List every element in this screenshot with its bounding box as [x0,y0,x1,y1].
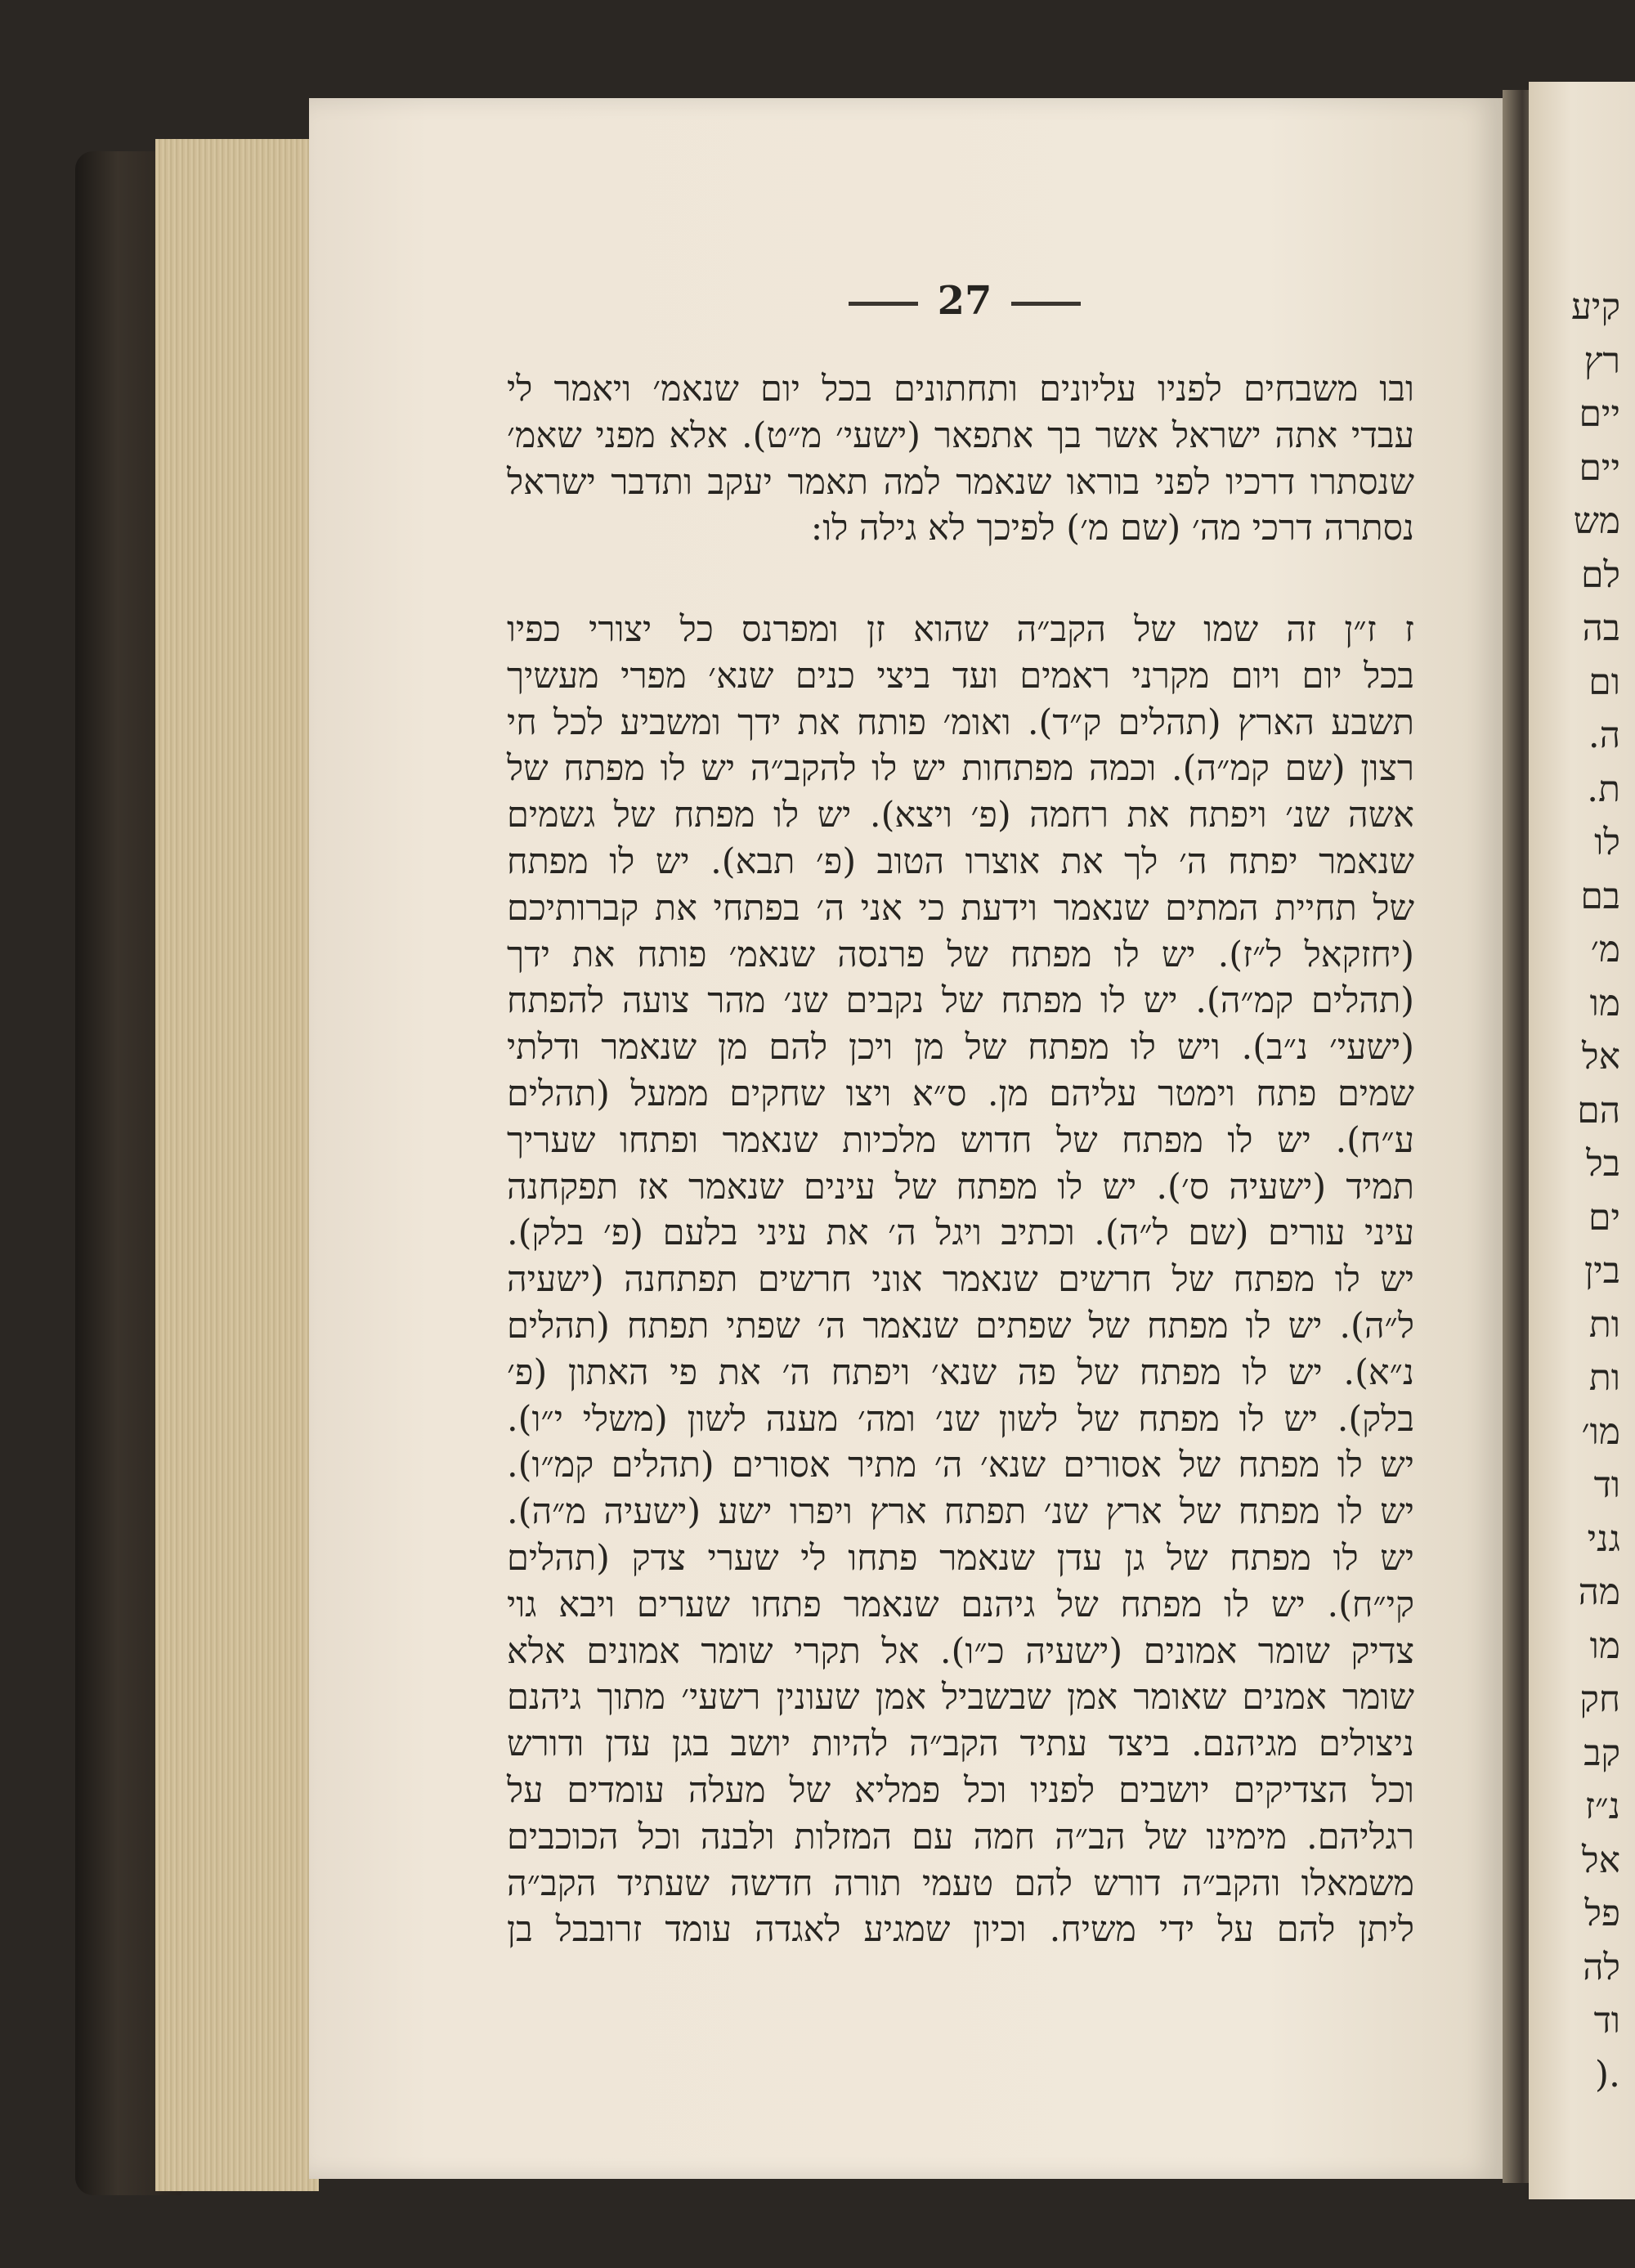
text-line: ע״ח). יש לו מפתח של חדוש מלכיות שנאמר ופתחו שעריך [507,1119,1414,1161]
facing-page-fragment: מ׳ [1590,929,1620,970]
facing-page-fragment: אל [1582,1839,1620,1881]
facing-page-fragment: קיע [1571,286,1620,328]
facing-page-fragment: וד [1593,2000,1620,2042]
text-line: רצון (שם קמ״ה). וכמה מפתחות יש לו להקב״ה יש לו מפתח של [507,748,1414,790]
facing-page-fragment: קב [1583,1732,1620,1774]
facing-page-fragment: בין [1584,1250,1620,1292]
text-line: של תחיית המתים שנאמר וידעת כי אני ה׳ בפתחי את קברותיכם [507,887,1414,929]
text-line: ז ז״ן זה שמו של הקב״ה שהוא זן ומפרנס כל יצורי כפיו [507,609,1414,650]
text-line: נסתרה דרכי מה׳ (שם מ׳) לפיכך לא גילה לו: [810,508,1414,549]
facing-page-fragment: בה [1582,607,1620,649]
text-line: אשה שנ׳ ויפתח את רחמה (פ׳ ויצא). יש לו מפתח של גשמים [507,795,1414,836]
text-line: שומר אמנים שאומר אמן שבשביל אמן שעונין רשעי׳ מתוך גיהנם [507,1677,1414,1719]
text-line: תמיד (ישעיה ס׳). יש לו מפתח של עינים שנאמר אז תפקחנה [507,1166,1414,1208]
text-line: (יחזקאל ל״ז). יש לו מפתח של פרנסה שנאמ׳ פותח את ידך [507,934,1414,975]
text-line: עבדי אתה ישראל אשר בך אתפאר (ישעי׳ מ״ט). אלא מפני שאמ׳ [507,415,1414,456]
facing-page-fragment: בל [1586,1143,1620,1185]
text-line: שמים פתח וימטר עליהם מן. ס״א ויצו שחקים ממעל (תהלים [507,1073,1414,1114]
text-line: קי״ח). יש לו מפתח של גיהנם שנאמר פתחו שערים ויבא גוי [507,1584,1414,1625]
facing-page-fragment: מו [1589,1625,1620,1667]
text-line: (תהלים קמ״ה). יש לו מפתח של נקבים שנ׳ מהר צועה להפתח [507,980,1414,1022]
text-line: בלק). יש לו מפתח של לשון שנ׳ ומה׳ מענה לשון (משלי י״ו). [507,1398,1414,1440]
text-line: וכל הצדיקים יושבים לפניו וכל פמליא של מעלה עומדים על [507,1769,1414,1811]
facing-page-fragment: מה [1578,1571,1620,1613]
text-line: רגליהם. מימינו של הב״ה חמה עם המזלות ולבנה וכל הכוכבים [507,1816,1414,1858]
facing-page-fragment: לה [1583,1946,1620,1988]
facing-page-fragment: מו׳ [1581,1410,1620,1453]
text-line: יש לו מפתח של גן עדן שנאמר פתחו לי שערי צדק (תהלים [507,1537,1414,1579]
facing-page-fragment: ת. [1587,768,1620,810]
paragraph-1 [507,366,1414,552]
text-line: צדיק שומר אמונים (ישעיה כ״ו). אל תקרי שומר אמונים אלא [507,1630,1414,1672]
page-header [818,278,1112,324]
page-edges [155,139,319,2191]
facing-page-fragment: חק [1579,1679,1620,1720]
facing-page-fragment: נ״ז [1584,1786,1620,1827]
header-rule-right [1011,302,1081,306]
paragraph-2 [507,607,1414,1953]
text-line: שנסתרו דרכיו לפני בוראו שנאמר למה תאמר יעקב ותדבר ישראל [507,461,1414,503]
facing-page-fragment: רץ [1583,339,1620,382]
facing-page-fragment: יים [1579,393,1620,435]
text-line: ליתן להם על ידי משיח. וכיון שמגיע לאגדה עומד זרובבל בן [507,1909,1414,1951]
facing-page-fragment: הם [1577,1089,1620,1132]
facing-page-fragment: וד [1593,1464,1620,1506]
facing-page [1529,82,1635,2199]
text-line: יש לו מפתח של אסורים שנא׳ ה׳ מתיר אסורים (תהלים קמ״ו). [507,1445,1414,1486]
facing-page-fragment: ות [1588,1357,1620,1399]
text-line: בכל יום ויום מקרני ראמים ועד ביצי כנים שנא׳ מפרי מעשיך [507,655,1414,697]
facing-page-fragment: ום [1588,661,1620,703]
facing-page-fragment: ים [1588,1196,1620,1239]
facing-page-fragment: גני [1587,1517,1620,1560]
facing-page-fragment: יים [1579,446,1620,489]
facing-page-fragment: מש [1573,500,1620,542]
facing-page-fragment: מו [1589,982,1620,1024]
facing-page-fragment: בם [1580,875,1620,917]
text-line: תשבע הארץ (תהלים ק״ד). ואומ׳ פותח את ידך ומשביע לכל חי [507,701,1414,743]
facing-page-fragment: פל [1584,1893,1620,1934]
facing-page-fragment: לו [1594,822,1620,863]
text-line: (ישעי׳ נ״ב). ויש לו מפתח של מן ויכן להם מן שנאמר ודלתי [507,1027,1414,1069]
text-line: ניצולים מגיהנם. ביצד עתיד הקב״ה להיות יושב בגן עדן ודורש [507,1723,1414,1765]
text-line: משמאלו והקב״ה דורש להם טעמי תורה חדשה שעתיד הקב״ה [507,1862,1414,1904]
facing-page-fragment: .( [1594,2053,1620,2095]
facing-page-fragment: אל [1582,1036,1620,1078]
page-number: 27 [937,278,992,324]
text-line: ל״ה). יש לו מפתח של שפתים שנאמר ה׳ שפתי תפתח (תהלים [507,1305,1414,1347]
text-line: נ״א). יש לו מפתח של פה שנא׳ ויפתח ה׳ את פי האתון (פ׳ [507,1351,1414,1393]
text-line: יש לו מפתח של ארץ שנ׳ תפתח ארץ ויפרו ישע (ישעיה מ״ה). [507,1491,1414,1533]
facing-page-fragment: ות [1588,1303,1620,1346]
text-line: יש לו מפתח של חרשים שנאמר אוני חרשים תפתחנה (ישעיה [507,1259,1414,1301]
header-rule-left [849,302,918,306]
text-line: עיני עורים (שם ל״ה). וכתיב ויגל ה׳ את עיני בלעם (פ׳ בלק). [507,1212,1414,1254]
text-line: שנאמר יפתח ה׳ לך את אוצרו הטוב (פ׳ תבא). יש לו מפתח [507,840,1414,882]
facing-page-fragment: ה. [1588,715,1620,756]
text-line: ובו משבחים לפניו עליונים ותחתונים בכל יום שנאמ׳ ויאמר לי [507,369,1414,410]
facing-page-fragment: לם [1580,554,1620,596]
